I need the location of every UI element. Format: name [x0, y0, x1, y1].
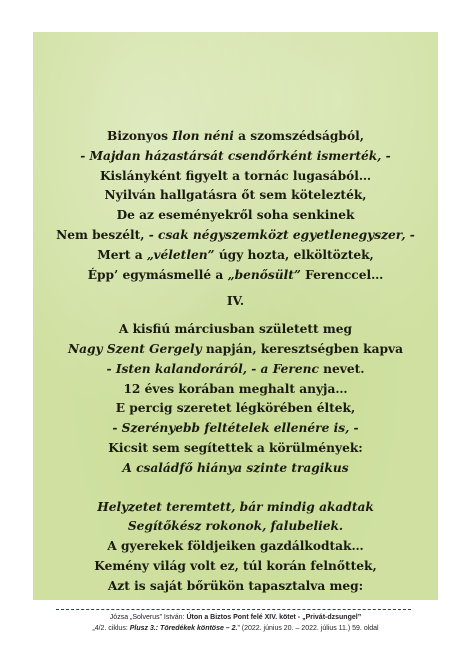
- poem-text-fragment: - csak négyszemközt egyetlenegyszer, -: [148, 227, 415, 242]
- poem-line: E percig szeretet légkörében éltek,: [115, 401, 356, 416]
- poem-line: - Szerényebb feltételek ellenére is, -: [112, 421, 359, 436]
- poem-line: Azt is saját bőrükön tapasztalva meg:: [107, 578, 364, 593]
- poem-text-fragment: Nem beszélt,: [56, 227, 149, 242]
- poem-text-fragment: a szomszédságból,: [233, 129, 364, 143]
- poem-text-fragment: Mert a: [97, 247, 147, 262]
- footer-line-1: [0, 612, 471, 623]
- poem-text-fragment: - Isten kalandoráról, - a: [106, 361, 273, 376]
- stanza-gap: [33, 479, 438, 498]
- poem-line: [33, 226, 438, 246]
- poem-panel: [33, 32, 438, 600]
- poem-line: [33, 266, 438, 286]
- poem-line: A kisfiú márciusban született meg: [118, 322, 353, 337]
- footer-book-title: Úton a Biztos Pont felé XIV. kötet - „Privát-dzsungel”: [186, 614, 362, 621]
- poem-text-fragment: „benősült”: [227, 267, 301, 282]
- poem-text-fragment: Ferenccel…: [300, 267, 384, 282]
- poem-text-fragment: nevet.: [318, 361, 365, 376]
- poem-line: De az eseményekről soha senkinek: [116, 208, 355, 223]
- poem-text-fragment: Bizonyos: [107, 129, 173, 143]
- poem-line: Nyilván hallgatásra őt sem kötelezték,: [104, 188, 367, 203]
- section-heading: IV.: [226, 294, 245, 309]
- poem-line: A gyerekek földjeiken gazdálkodtak…: [107, 539, 364, 554]
- poem-line: [33, 340, 438, 360]
- poem-line: A családfő hiánya szinte tragikus: [122, 460, 349, 475]
- poem-text: [33, 127, 438, 600]
- footer-cycle: „4/2. ciklus:: [92, 625, 130, 632]
- poem-line: [33, 597, 438, 600]
- poem-line: [33, 127, 438, 147]
- poem-line: Kislányként figyelt a tornác lugasából…: [99, 168, 372, 183]
- poem-line: - Majdan házastársát csendőrként ismerték, -: [80, 148, 391, 163]
- poem-line: [33, 246, 438, 266]
- poem-line: [33, 360, 438, 380]
- footer-date-page: ” (2022. június 20. – 2022. július 11.) 59. oldal: [237, 625, 379, 632]
- poem-line: Segítőkész rokonok, falubeliek.: [127, 519, 344, 534]
- page-footer: [0, 612, 471, 634]
- poem-text-fragment: Ferenc: [272, 361, 319, 376]
- poem-text-fragment: „véletlen”: [146, 247, 215, 262]
- footer-divider: [56, 609, 411, 610]
- footer-line-2: [0, 623, 471, 634]
- poem-line: 12 éves korában meghalt anyja…: [123, 381, 348, 396]
- poem-line: Kemény világ volt ez, túl korán felnőttek,: [94, 558, 377, 573]
- poem-text-fragment: Nagy Szent Gergely: [68, 341, 202, 356]
- footer-part-title: Plusz 3.: Töredékek köntöse – 2.: [129, 625, 238, 632]
- poem-line: Helyzetet teremtett, bár mindig akadtak: [97, 499, 374, 514]
- poem-text-fragment: Épp’ egymásmellé a: [87, 267, 228, 282]
- poem-line: Kicsit sem segítettek a körülmények:: [108, 440, 363, 455]
- poem-text-fragment: Ilon néni: [172, 129, 234, 143]
- poem-text-fragment: úgy hozta, elköltöztek,: [214, 247, 374, 262]
- footer-author: Józsa „Solverus” István:: [109, 614, 187, 621]
- poem-text-fragment: napján, keresztségben kapva: [201, 341, 403, 356]
